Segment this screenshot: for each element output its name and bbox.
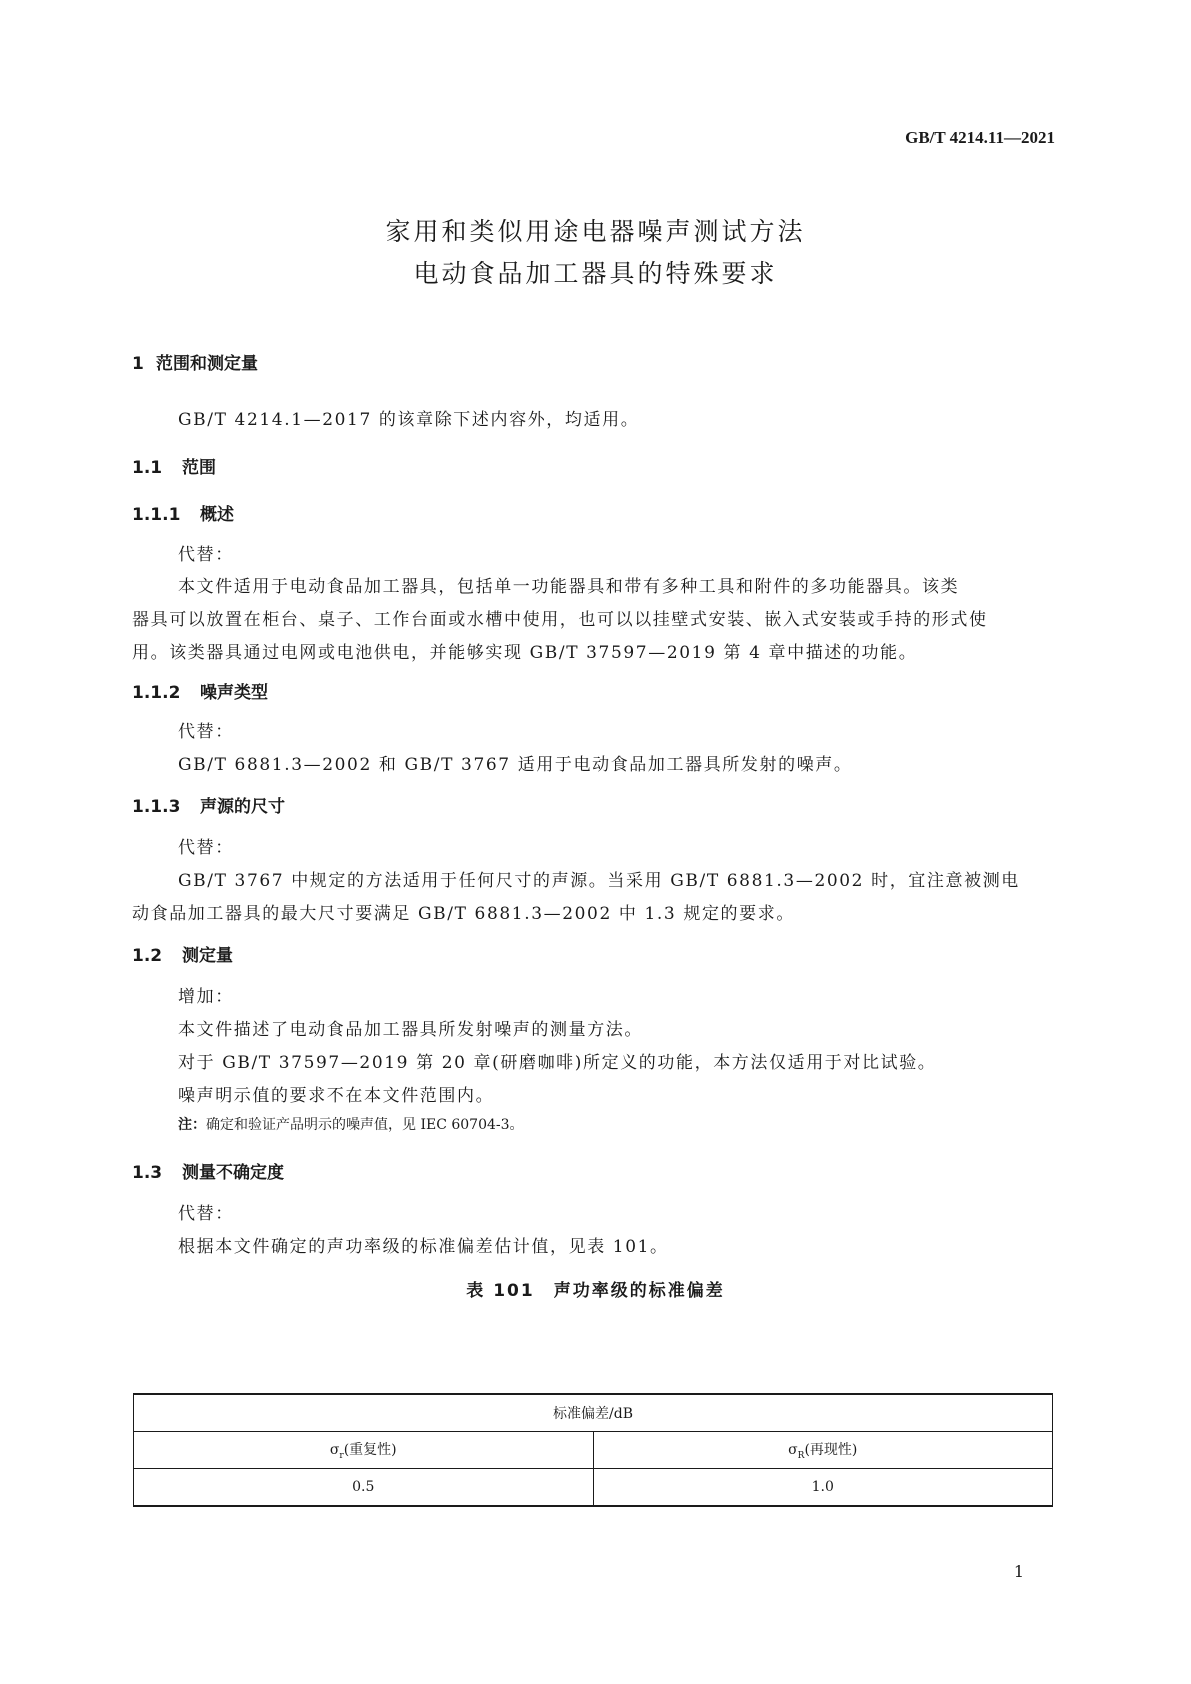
table-cell-repeatability: 0.5 bbox=[134, 1469, 594, 1507]
section-number: 1.1.2 bbox=[132, 683, 181, 703]
section-1-1-1-heading bbox=[132, 500, 234, 525]
page-number: 1 bbox=[1013, 1562, 1024, 1581]
section-1-1-2-body-line-1: GB/T 6881.3—2002 和 GB/T 3767 适用于电动食品加工器具所发射的噪声。 bbox=[178, 755, 853, 775]
section-1-1-heading bbox=[132, 453, 216, 478]
section-1-1-1-body-line-2: 器具可以放置在柜台、桌子、工作台面或水槽中使用，也可以以挂壁式安装、嵌入式安装或手持的形式使 bbox=[132, 610, 988, 630]
section-number: 1.1.3 bbox=[132, 797, 181, 817]
section-1-heading bbox=[132, 349, 258, 374]
section-number: 1 bbox=[132, 354, 144, 374]
sigma-symbol: σ bbox=[788, 1442, 798, 1459]
sigma-subscript: r bbox=[339, 1450, 344, 1461]
section-1-1-3-heading bbox=[132, 792, 285, 817]
section-number: 1.1.1 bbox=[132, 505, 181, 525]
section-number: 1.2 bbox=[132, 946, 163, 966]
section-1-1-1-body-line-3: 用。该类器具通过电网或电池供电，并能够实现 GB/T 37597—2019 第 4 章中描述的功能。 bbox=[132, 643, 918, 663]
note-label: 注： bbox=[178, 1117, 206, 1133]
section-number: 1.1 bbox=[132, 458, 163, 478]
title-line-1: 家用和类似用途电器噪声测试方法 bbox=[385, 217, 806, 246]
section-1-1-2-heading bbox=[132, 678, 268, 703]
note-text: 确定和验证产品明示的噪声值，见 IEC 60704-3。 bbox=[206, 1117, 524, 1133]
section-title: 噪声类型 bbox=[200, 683, 268, 703]
section-1-2-body-line-3: 噪声明示值的要求不在本文件范围内。 bbox=[178, 1086, 495, 1106]
section-1-2-body-line-2: 对于 GB/T 37597—2019 第 20 章(研磨咖啡)所定义的功能，本方法仅适用于对比试验。 bbox=[178, 1053, 937, 1073]
section-1-intro: GB/T 4214.1—2017 的该章除下述内容外，均适用。 bbox=[178, 410, 640, 430]
section-title: 概述 bbox=[200, 505, 234, 525]
section-title: 范围 bbox=[182, 458, 216, 478]
section-1-3-label: 代替： bbox=[178, 1204, 234, 1224]
section-1-3-heading bbox=[132, 1158, 284, 1183]
section-1-1-3-label: 代替： bbox=[178, 838, 234, 858]
table-101-caption: 表 101 声功率级的标准偏差 bbox=[466, 1281, 725, 1301]
table-row bbox=[134, 1469, 1053, 1507]
sigma-symbol: σ bbox=[329, 1442, 340, 1459]
section-1-2-note bbox=[178, 1114, 524, 1134]
section-1-1-3-body-line-1: GB/T 3767 中规定的方法适用于任何尺寸的声源。当采用 GB/T 6881.3—2002 时，宜注意被测电 bbox=[178, 871, 1020, 891]
section-1-3-body-line-1: 根据本文件确定的声功率级的标准偏差估计值，见表 101。 bbox=[178, 1237, 669, 1257]
section-title: 测量不确定度 bbox=[182, 1163, 284, 1183]
table-col-repeatability bbox=[134, 1432, 594, 1469]
table-subheader-row bbox=[134, 1432, 1053, 1469]
section-title: 范围和测定量 bbox=[156, 354, 258, 374]
section-1-1-2-label: 代替： bbox=[178, 722, 234, 742]
section-number: 1.3 bbox=[132, 1163, 163, 1183]
title-line-2: 电动食品加工器具的特殊要求 bbox=[413, 259, 778, 288]
section-1-1-1-label: 代替： bbox=[178, 545, 234, 565]
standard-number: GB/T 4214.11—2021 bbox=[905, 128, 1055, 147]
section-1-1-1-body-line-1: 本文件适用于电动食品加工器具，包括单一功能器具和带有多种工具和附件的多功能器具。该类 bbox=[178, 577, 960, 597]
table-col-reproducibility bbox=[593, 1432, 1053, 1469]
section-title: 测定量 bbox=[182, 946, 233, 966]
section-1-2-label: 增加： bbox=[178, 987, 234, 1007]
table-header-row bbox=[134, 1394, 1053, 1432]
table-cell-reproducibility: 1.0 bbox=[593, 1469, 1053, 1507]
section-1-2-body-line-1: 本文件描述了电动食品加工器具所发射噪声的测量方法。 bbox=[178, 1020, 643, 1040]
table-101 bbox=[133, 1393, 1053, 1507]
section-1-2-heading bbox=[132, 941, 233, 966]
sigma-subscript: R bbox=[797, 1450, 805, 1461]
table-header-cell: 标准偏差/dB bbox=[134, 1394, 1053, 1432]
col-label: (再现性) bbox=[804, 1442, 858, 1459]
section-1-1-3-body-line-2: 动食品加工器具的最大尺寸要满足 GB/T 6881.3—2002 中 1.3 规定的要求。 bbox=[132, 904, 795, 924]
section-title: 声源的尺寸 bbox=[200, 797, 285, 817]
col-label: (重复性) bbox=[343, 1442, 397, 1459]
